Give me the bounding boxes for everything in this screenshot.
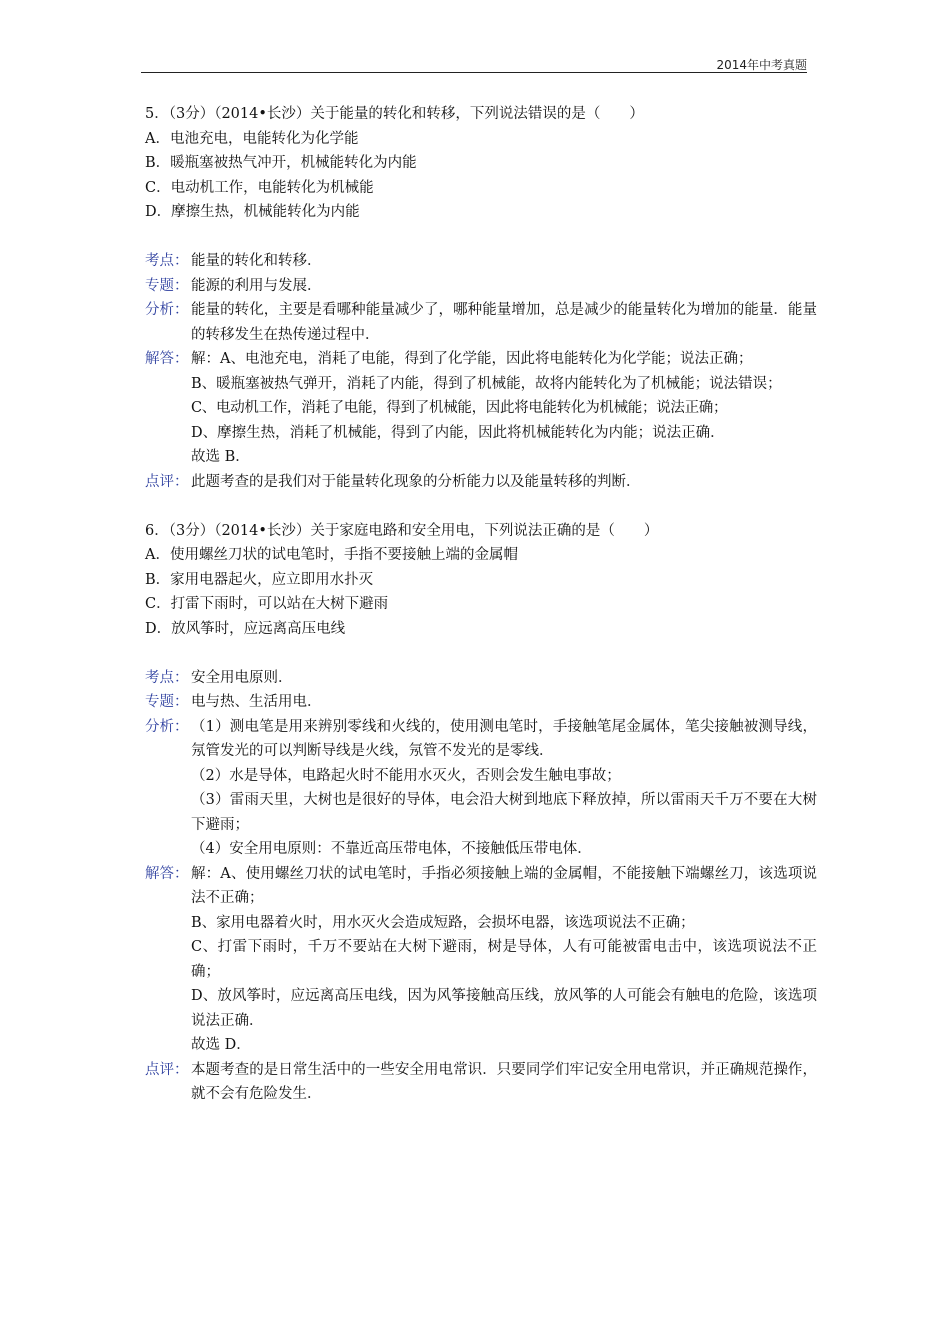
kaodian-row [145, 249, 817, 274]
fenxi-row [145, 715, 817, 862]
option-d: D．摩擦生热，机械能转化为内能 [145, 204, 360, 220]
fenxi-paragraph: （3）雷雨天里，大树也是很好的导体，电会沿大树到地底下释放掉，所以雷雨天千万不要在大树下避雨； [191, 792, 817, 833]
jieda-row [145, 347, 817, 470]
jieda-paragraph: D、摩擦生热，消耗了机械能，得到了内能，因此将机械能转化为内能；说法正确． [191, 424, 725, 441]
kaodian-label: 考点： [145, 253, 189, 269]
fenxi-label: 分析： [145, 302, 189, 318]
kaodian-text: 安全用电原则． [191, 669, 293, 686]
option-a: A．电池充电，电能转化为化学能 [145, 130, 359, 147]
question-5 [145, 102, 817, 494]
jieda-paragraph: C、打雷下雨时，千万不要站在大树下避雨，树是导体，人有可能被雷电击中，该选项说法不正确； [191, 939, 817, 980]
fenxi-paragraph: （2）水是导体，电路起火时不能用水灭火，否则会发生触电事故； [191, 767, 621, 784]
option-b: B．暖瓶塞被热气冲开，机械能转化为内能 [145, 155, 417, 171]
dianping-label: 点评： [145, 473, 189, 490]
jieda-label: 解答： [145, 351, 189, 367]
dianping-row [145, 470, 817, 495]
question-6 [145, 519, 817, 1107]
jieda-label: 解答： [145, 865, 189, 882]
kaodian-row [145, 666, 817, 691]
fenxi-paragraph: （4）安全用电原则：不靠近高压带电体，不接触低压带电体． [191, 841, 592, 857]
jieda-paragraph: B、家用电器着火时，用水灭火会造成短路，会损坏电器，该选项说法不正确； [191, 914, 695, 931]
dianping-label: 点评： [145, 1061, 189, 1078]
option-c: C．打雷下雨时，可以站在大树下避雨 [145, 596, 389, 612]
zhuanti-label: 专题： [145, 694, 189, 710]
fenxi-paragraph: 能量的转化，主要是看哪种能量减少了，哪种能量增加，总是减少的能量转化为增加的能量．能量的转移发生在热传递过程中． [191, 302, 817, 343]
zhuanti-text: 能源的利用与发展． [191, 277, 322, 294]
dianping-row [145, 1058, 817, 1107]
zhuanti-label: 专题： [145, 277, 189, 294]
dianping-text: 本题考查的是日常生活中的一些安全用电常识．只要同学们牢记安全用电常识，并正确规范操作，就不会有危险发生． [191, 1061, 817, 1102]
option-b: B．家用电器起火，应立即用水扑灭 [145, 571, 374, 588]
jieda-paragraph: B、暖瓶塞被热气弹开，消耗了内能，得到了机械能，故将内能转化为了机械能；说法错误； [191, 375, 782, 392]
fenxi-row [145, 298, 817, 347]
dianping-text: 此题考查的是我们对于能量转化现象的分析能力以及能量转移的判断． [191, 473, 641, 490]
jieda-paragraph: C、电动机工作，消耗了电能，得到了机械能，因此将电能转化为机械能；说法正确； [191, 400, 728, 416]
jieda-answer: 故选 B． [191, 449, 250, 465]
jieda-paragraph: 解：A、使用螺丝刀状的试电笔时，手指必须接触上端的金属帽，不能接触下端螺丝刀，该选项说法不正确； [191, 865, 817, 906]
kaodian-label: 考点： [145, 669, 189, 686]
option-c: C．电动机工作，电能转化为机械能 [145, 179, 374, 196]
page-header [141, 58, 807, 73]
option-d: D．放风筝时，应远离高压电线 [145, 620, 346, 637]
zhuanti-text: 电与热、生活用电． [191, 694, 322, 710]
option-a: A．使用螺丝刀状的试电笔时，手指不要接触上端的金属帽 [145, 547, 518, 563]
document-body [145, 102, 817, 1131]
jieda-paragraph: D、放风筝时，应远离高压电线，因为风筝接触高压线，放风筝的人可能会有触电的危险，该选项说法正确． [191, 988, 817, 1029]
jieda-answer: 故选 D． [191, 1037, 251, 1053]
question-stem: 5．（3分）（2014•长沙）关于能量的转化和转移，下列说法错误的是（ ） [145, 106, 644, 122]
fenxi-label: 分析： [145, 718, 189, 735]
zhuanti-row [145, 690, 817, 715]
question-stem: 6．（3分）（2014•长沙）关于家庭电路和安全用电，下列说法正确的是（ ） [145, 522, 659, 539]
fenxi-paragraph: （1）测电笔是用来辨别零线和火线的，使用测电笔时，手接触笔尾金属体，笔尖接触被测导线，氖管发光的可以判断导线是火线，氖管不发光的是零线． [191, 718, 817, 759]
jieda-paragraph: 解：A、电池充电，消耗了电能，得到了化学能，因此将电能转化为化学能；说法正确； [191, 351, 753, 367]
kaodian-text: 能量的转化和转移． [191, 253, 322, 269]
header-title: 2014年中考真题 [716, 58, 807, 72]
jieda-row [145, 862, 817, 1058]
zhuanti-row [145, 274, 817, 299]
